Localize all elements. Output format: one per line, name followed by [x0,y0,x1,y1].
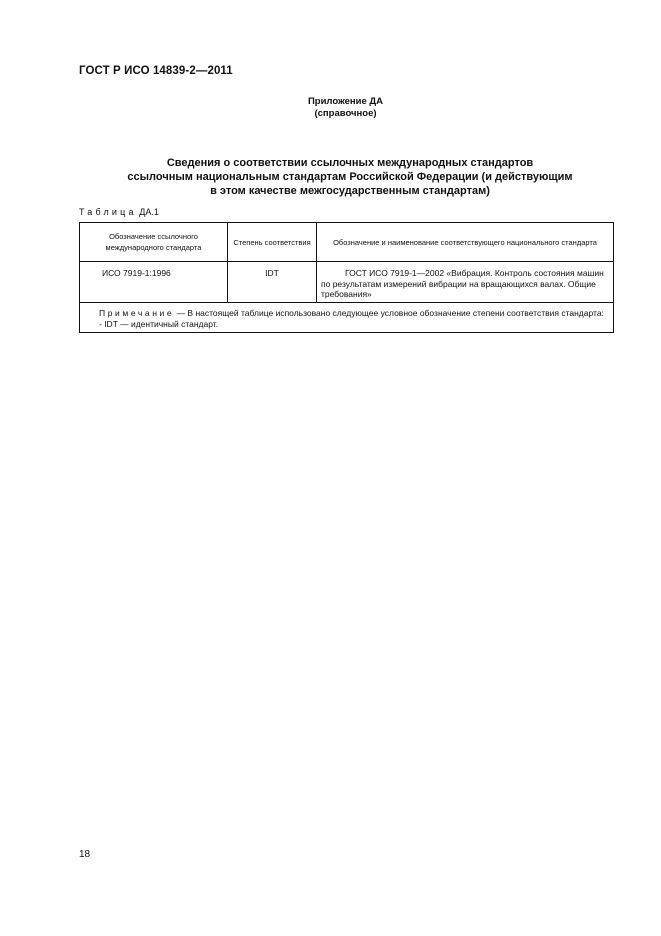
correspondence-table [79,222,614,333]
table-caption-word: Таблица [79,207,137,217]
section-title-line: Сведения о соответствии ссылочных международных стандартов [166,157,534,169]
column-header: Обозначение ссылочного международного стандарта [80,223,228,262]
column-header: Обозначение и наименование соответствующего национального стандарта [317,223,614,262]
page-number: 18 [79,849,91,860]
table-cell: ИСО 7919-1:1996 [80,262,228,303]
section-title-line: в этом качестве межгосударственным стандартам) [210,185,490,197]
table-note-row [80,303,614,333]
note-text: — В настоящей таблице использовано следующее условное обозначение степени соответствия стандарта: [174,308,604,318]
annex-type: (справочное) [314,108,377,119]
table-cell: IDT [228,262,317,303]
annex-title: Приложение ДА [307,96,384,107]
note-item: - IDT — идентичный стандарт. [99,318,219,329]
table-cell: ГОСТ ИСО 7919-1—2002 «Вибрация. Контроль состояния машин по результатам измерений вибрации на вращающихся валах. Общие требования» [317,262,614,303]
table-row [80,262,614,303]
table-caption-number: ДА.1 [139,207,159,217]
table-header-row [80,223,614,262]
note-label: Примечание [99,308,175,318]
section-title-line: ссылочным национальным стандартам Российской Федерации (и действующим [127,171,573,183]
section-title [90,156,610,198]
table-caption [79,207,159,217]
column-header: Степень соответствия [228,223,317,262]
annex-heading [0,96,661,120]
table-note [80,303,614,333]
document-header: ГОСТ Р ИСО 14839-2—2011 [79,65,233,77]
